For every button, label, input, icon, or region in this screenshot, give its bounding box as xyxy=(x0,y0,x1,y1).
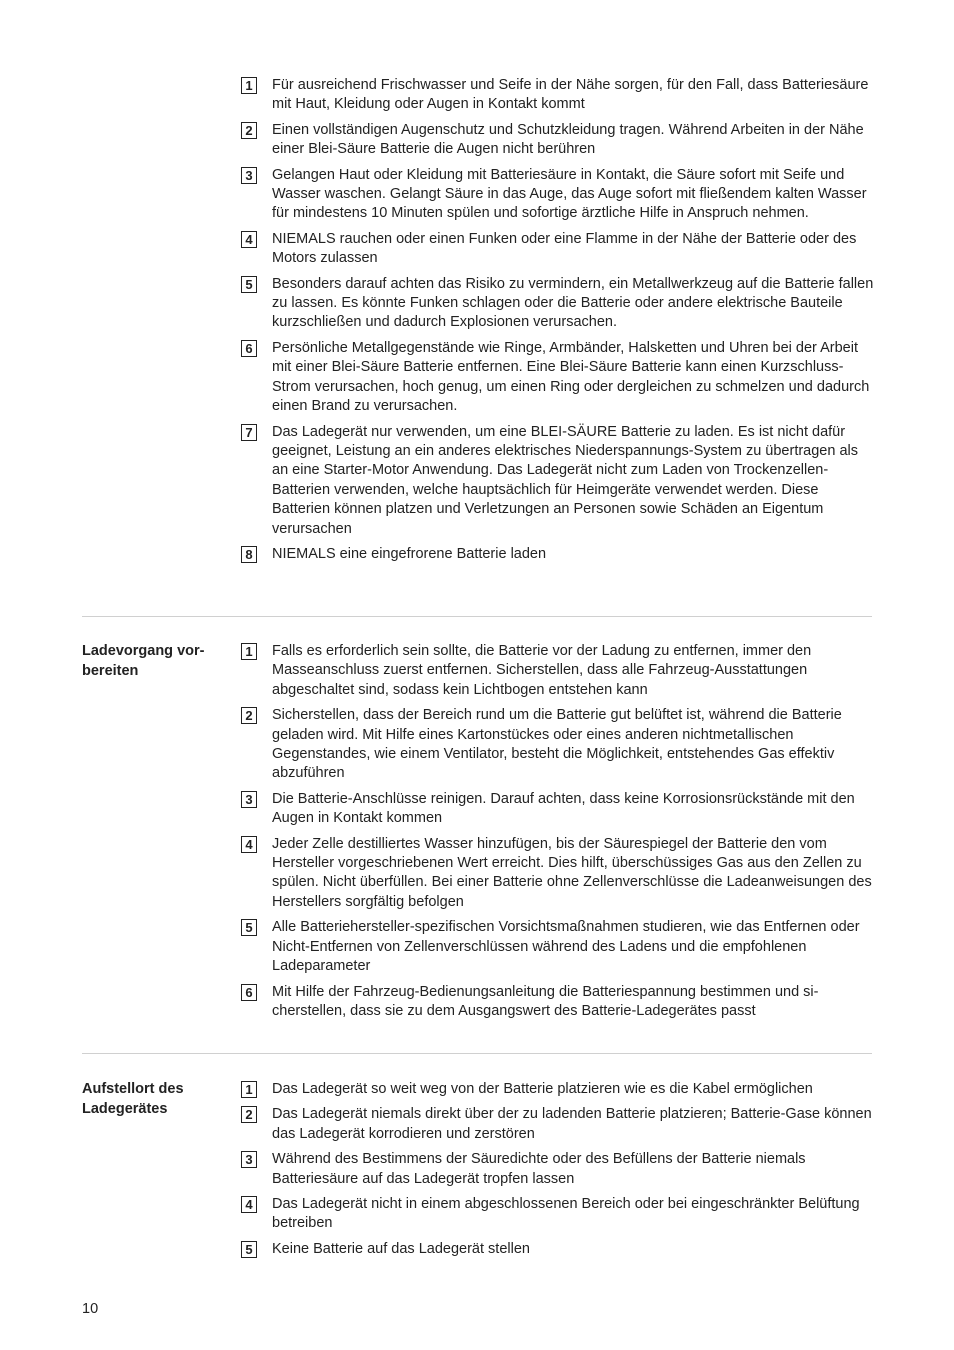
step-text: Falls es erforderlich sein sollte, die Batterie vor der Ladung zu entfernen, immer den Masseanschluss zuerst entfernen. Sicherstellen, dass alle Fahrzeug-Ausstattungen abgeschaltet sind, sodass kein Lichtbogen entstehen kann xyxy=(272,643,812,698)
step-text: Sicherstellen, dass der Bereich rund um die Batterie gut belüftet ist, während die Batterie geladen wird. Mit Hilfe eines Kartonstückes oder eines anderen nichtmetallischen Gegenstandes, wie einem Ventilator, besteht die Möglichkeit, entstehendes Gas effektiv abzuführen xyxy=(272,707,842,782)
section-heading: Ladevorgang vorbereiten xyxy=(82,643,205,679)
list-item xyxy=(241,230,876,269)
step-text: Persönliche Metallgegenstände wie Ringe, Armbänder, Halsketten und Uhren bei der Arbeit mit einer Blei-Säure Batterie entfernen. Eine Blei-Säure Batterie kann einen Kurzschluss-Strom verursachen, hoch genug, um einen Ring oder dergleichen zu schmelzen und dadurch einen Brand zu verursachen. xyxy=(272,339,870,415)
section-heading: Aufstellort des Ladegerätes xyxy=(82,1081,184,1117)
step-number: 2 xyxy=(241,122,257,139)
step-number: 4 xyxy=(241,836,257,853)
page-number: 10 xyxy=(82,1301,99,1317)
step-number: 5 xyxy=(241,1241,257,1258)
step-number: 1 xyxy=(241,643,257,660)
list-item xyxy=(241,835,876,913)
list-item xyxy=(241,1080,876,1099)
safety-list xyxy=(241,76,876,570)
list-item xyxy=(241,790,876,829)
step-number: 3 xyxy=(241,791,257,808)
step-number: 1 xyxy=(241,77,257,94)
step-text: Während des Bestimmens der Säuredichte oder des Befüllens der Batterie niemals Batteriesäure auf das Ladegerät tropfen lassen xyxy=(272,1151,806,1187)
step-number: 6 xyxy=(241,340,257,357)
step-text: Jeder Zelle destilliertes Wasser hinzufügen, bis der Säurespiegel der Batterie den vom Hersteller vorgeschriebenen Wert erreicht. Dies hilft, überschüssiges Gas aus den Zellen zu spülen. Nicht überfüllen. Bei einer Batterie ohne Zellenverschlüsse die Ladeanweisungen des Herstellers sorgfältig befolgen xyxy=(272,835,872,910)
list-item xyxy=(241,706,876,784)
step-text: NIEMALS eine eingefrorene Batterie laden xyxy=(272,545,547,562)
list-item xyxy=(241,166,876,224)
step-text: NIEMALS rauchen oder einen Funken oder eine Flamme in der Nähe der Batterie oder des Motors zulassen xyxy=(272,230,857,267)
step-number: 2 xyxy=(241,707,257,724)
step-number: 7 xyxy=(241,424,257,441)
list-item xyxy=(241,1105,876,1144)
list-item xyxy=(241,642,876,700)
list-item xyxy=(241,275,876,333)
step-number: 4 xyxy=(241,231,257,248)
step-number: 4 xyxy=(241,1196,257,1213)
step-number: 8 xyxy=(241,546,257,563)
list-item xyxy=(241,1150,876,1189)
list-item xyxy=(241,423,876,539)
step-text: Besonders darauf achten das Risiko zu vermindern, ein Metallwerkzeug auf die Batterie fallen zu lassen. Es könnte Funken schlagen oder die Batterie oder andere elektrische Bauteile kurzschließen und dadurch Explosionen verursachen. xyxy=(272,275,874,331)
step-text: Das Ladegerät so weit weg von der Batterie platzieren wie es die Kabel ermöglichen xyxy=(272,1081,813,1097)
step-text: Das Ladegerät nicht in einem abgeschlossenen Bereich oder bei eingeschränkter Belüftung betreiben xyxy=(272,1196,860,1232)
list-item xyxy=(241,339,876,417)
charger-location-list xyxy=(241,1080,876,1265)
prepare-charging-list xyxy=(241,642,876,1027)
list-item xyxy=(241,1195,876,1234)
step-text: Einen vollständigen Augenschutz und Schutzkleidung tragen. Während Arbeiten in der Nähe einer Blei-Säure Batterie die Augen nicht berühren xyxy=(272,121,864,158)
step-number: 3 xyxy=(241,167,257,184)
step-number: 2 xyxy=(241,1106,257,1123)
list-item xyxy=(241,76,876,115)
step-text: Für ausreichend Frischwasser und Seife in der Nähe sorgen, für den Fall, dass Batteriesäure mit Haut, Kleidung oder Augen in Kontakt kommt xyxy=(272,77,869,113)
list-item xyxy=(241,545,876,564)
step-text: Das Ladegerät niemals direkt über der zu ladenden Batterie platzieren; Batterie-Gase können das Ladegerät korrodieren und zerstören xyxy=(272,1106,872,1142)
list-item xyxy=(241,918,876,976)
step-number: 5 xyxy=(241,919,257,936)
step-text: Keine Batterie auf das Ladegerät stellen xyxy=(272,1240,530,1257)
section-divider xyxy=(82,1053,872,1054)
step-number: 1 xyxy=(241,1081,257,1098)
list-item xyxy=(241,1240,876,1259)
step-text: Die Batterie-Anschlüsse reinigen. Darauf achten, dass keine Korrosionsrückstände mit den Augen in Kontakt kommen xyxy=(272,790,855,827)
step-text: Mit Hilfe der Fahrzeug-Bedienungsanleitung die Batteriespannung bestimmen und sicherstellen, dass sie zu dem Ausgangswert des Batterie-Ladegerätes passt xyxy=(272,983,819,1019)
step-text: Das Ladegerät nur verwenden, um eine BLEI-SÄURE Batterie zu laden. Es ist nicht dafür geeignet, Leistung an ein anderes elektrisches Niederspannungs-System zu übertragen als an eine Starter-Motor Anwendung. Das Ladegerät nicht zum Laden von Trockenzellen-Batterien verwenden, welche hauptsächlich für Heimgeräte verwendet werden. Diese Batterien können platzen und Verletzungen an Personen sowie Schäden an Eigentum verursachen xyxy=(272,423,858,537)
section-divider xyxy=(82,616,872,617)
step-number: 3 xyxy=(241,1151,257,1168)
step-number: 5 xyxy=(241,276,257,293)
step-text: Alle Batteriehersteller-spezifischen Vorsichtsmaßnahmen studieren, wie das Entfernen oder Nicht-Entfernen von Zellenverschlüssen während des Ladens und die empfohlenen Ladeparameter xyxy=(272,919,860,975)
list-item xyxy=(241,121,876,160)
list-item xyxy=(241,983,876,1022)
step-number: 6 xyxy=(241,984,257,1001)
step-text: Gelangen Haut oder Kleidung mit Batteriesäure in Kontakt, die Säure sofort mit Seife und Wasser waschen. Gelangt Säure in das Auge, das Auge sofort mit fließendem kalten Wasser für mindestens 10 Minuten spülen und sofortige ärztliche Hilfe in Anspruch nehmen. xyxy=(272,166,867,222)
